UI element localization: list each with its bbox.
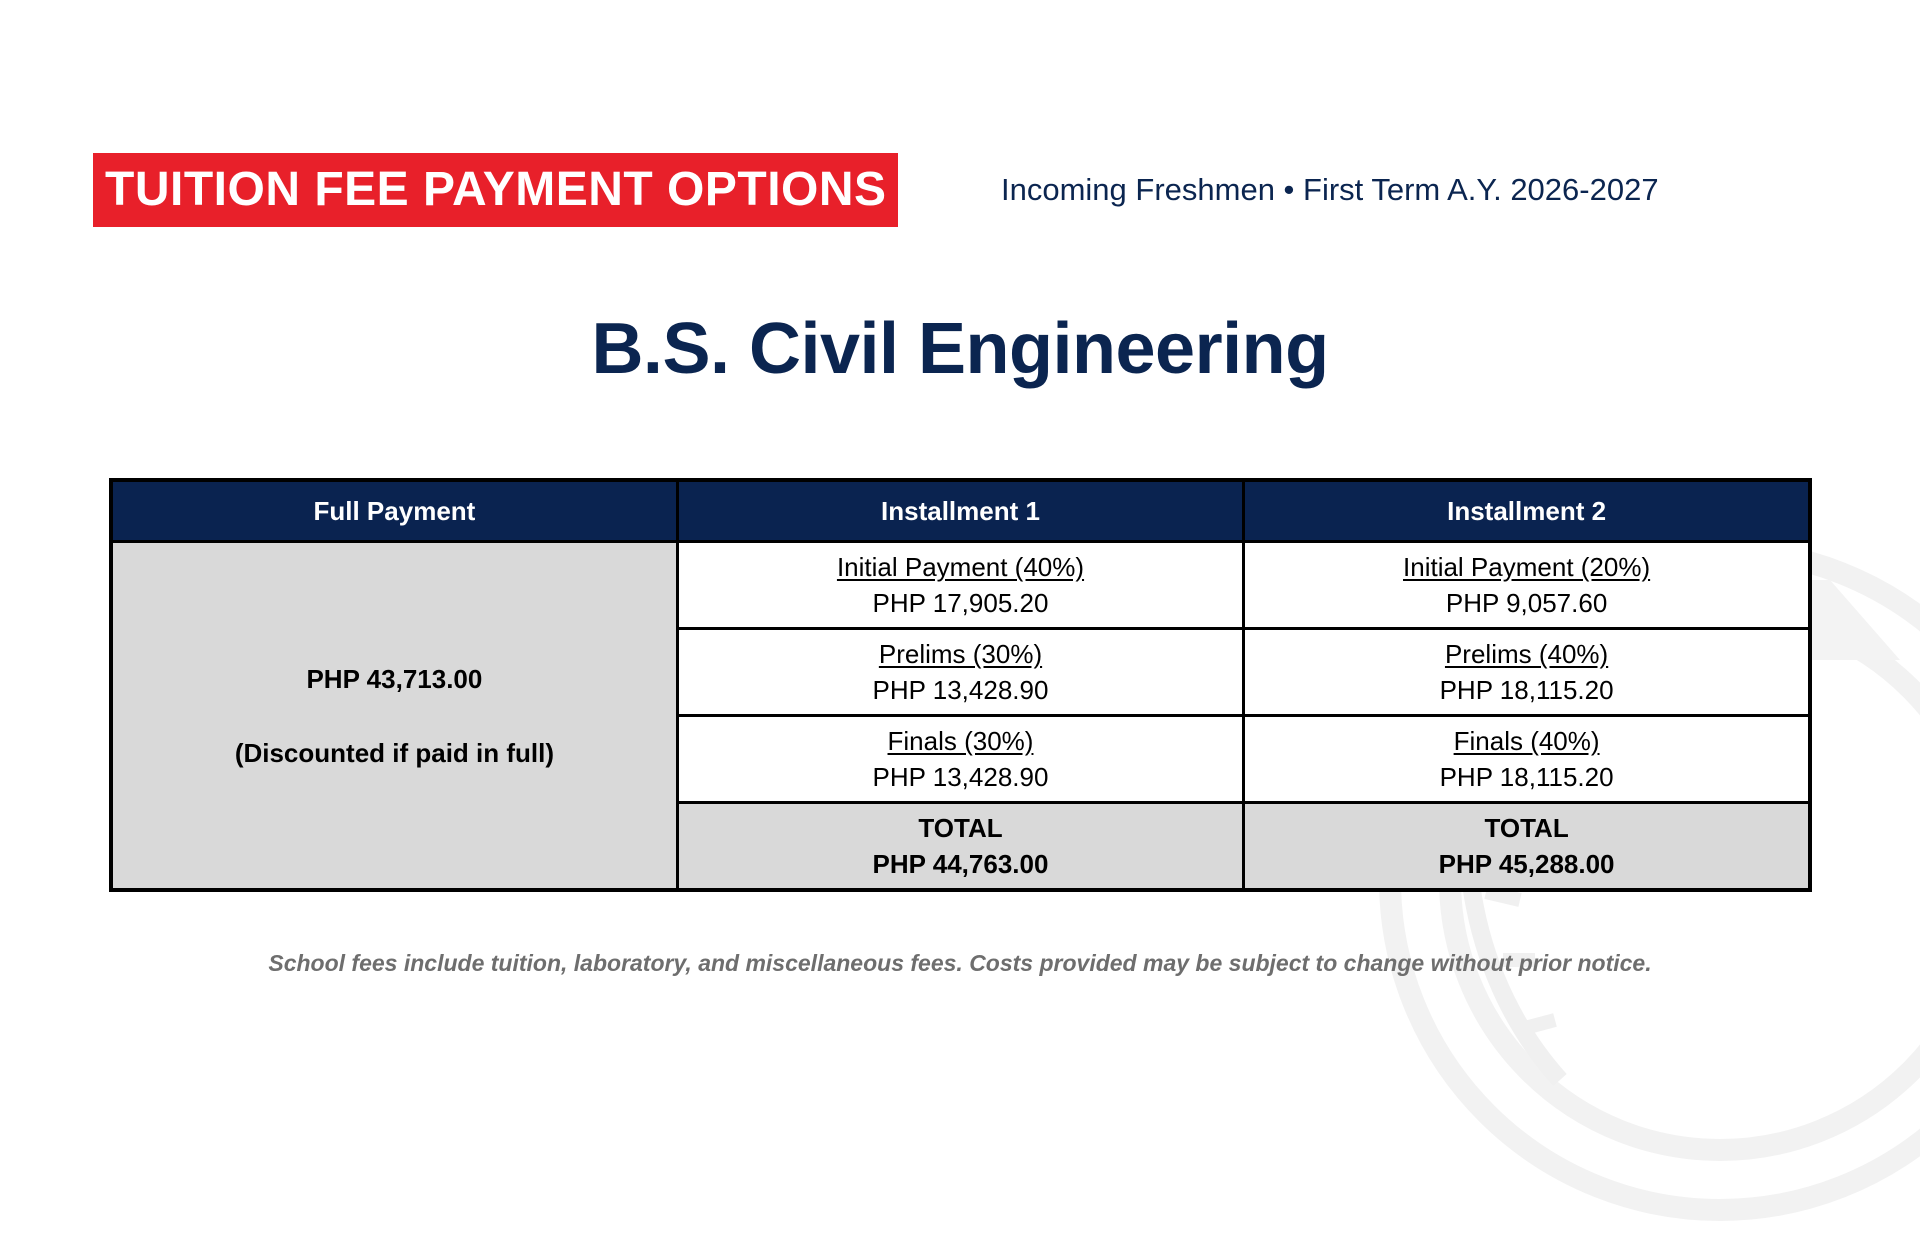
full-payment-amount: PHP 43,713.00 [306,663,483,694]
installment-1-finals-cell [677,716,1243,803]
full-payment-note: (Discounted if paid in full) [234,737,555,768]
installment-2-finals-amount: PHP 18,115.20 [1439,762,1614,792]
installment-2-total-amount: PHP 45,288.00 [1438,849,1615,879]
term-subtitle: Incoming Freshmen • First Term A.Y. 2026-2027 [1001,172,1659,207]
installment-1-initial-amount: PHP 17,905.20 [872,588,1049,618]
column-header-full-payment: Full Payment [111,480,677,542]
table-row [111,542,1810,629]
fee-table [109,478,1812,892]
installment-2-prelims-cell [1244,629,1810,716]
column-header-installment-1: Installment 1 [677,480,1243,542]
installment-2-total-cell [1244,803,1810,891]
column-header-installment-2: Installment 2 [1244,480,1810,542]
installment-1-total-label: TOTAL [918,813,1003,843]
page-title-badge: TUITION FEE PAYMENT OPTIONS [93,153,898,227]
installment-1-total-cell [677,803,1243,891]
fee-disclaimer: School fees include tuition, laboratory, and miscellaneous fees. Costs provided may be subject to change without prior notice. [268,950,1652,976]
table-header-row [111,480,1810,542]
installment-1-finals-label: Finals (30%) [887,726,1034,756]
installment-2-initial-label: Initial Payment (20%) [1403,552,1651,582]
installment-2-prelims-label: Prelims (40%) [1444,639,1609,669]
installment-1-total-amount: PHP 44,763.00 [872,849,1049,879]
installment-1-prelims-cell [677,629,1243,716]
installment-2-initial-cell [1244,542,1810,629]
installment-1-finals-amount: PHP 13,428.90 [872,762,1049,792]
installment-2-total-label: TOTAL [1484,813,1569,843]
installment-1-prelims-amount: PHP 13,428.90 [872,675,1049,705]
installment-2-initial-amount: PHP 9,057.60 [1445,588,1608,618]
installment-1-prelims-label: Prelims (30%) [878,639,1043,669]
installment-2-finals-cell [1244,716,1810,803]
installment-2-prelims-amount: PHP 18,115.20 [1439,675,1614,705]
installment-1-initial-label: Initial Payment (40%) [836,552,1085,582]
full-payment-cell [111,542,677,891]
installment-2-finals-label: Finals (40%) [1453,726,1600,756]
installment-1-initial-cell [677,542,1243,629]
program-title: B.S. Civil Engineering [591,309,1329,389]
